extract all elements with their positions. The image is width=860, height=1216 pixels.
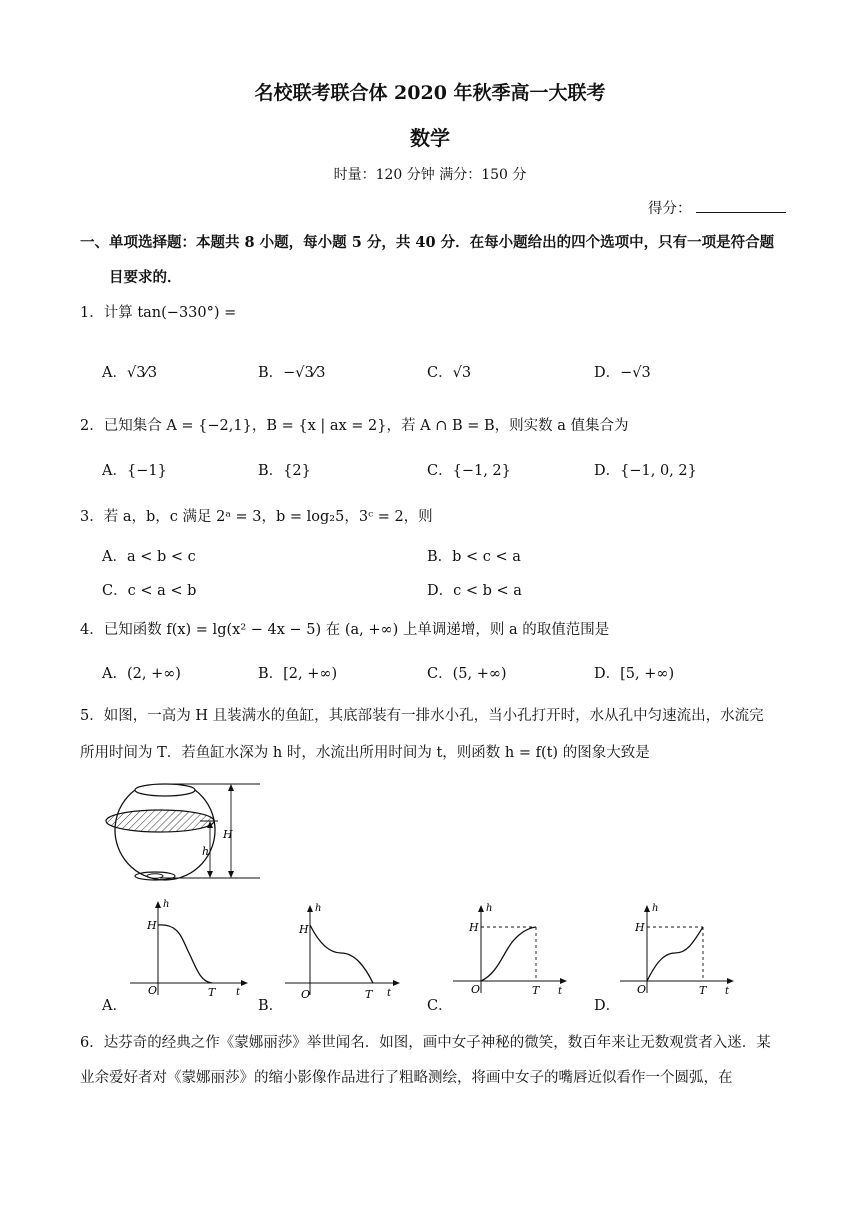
q1-option-d: D．−√3 [594, 365, 651, 381]
q4-option-c: C．(5, +∞) [427, 666, 507, 682]
axis-H-label: H [469, 921, 479, 934]
axis-t-label: t [236, 987, 241, 998]
q2-stem: 2．已知集合 A = {−2,1}，B = {x | ax = 2}，若 A ∩ B = B，则实数 a 值集合为 [80, 418, 629, 434]
axis-T-label: T [208, 986, 216, 999]
axis-t-label: t [725, 986, 730, 997]
q3-stem: 3．若 a，b，c 满足 2ᵃ = 3，b = log₂5，3ᶜ = 2，则 [80, 509, 433, 525]
graph-b [277, 895, 407, 1010]
q2-option-b: B．{2} [258, 463, 311, 479]
graph-a [120, 895, 250, 1005]
axis-t-label: t [387, 988, 392, 999]
q4-stem: 4．已知函数 f(x) = lg(x² − 4x − 5) 在 (a, +∞) 上单调递增，则 a 的取值范围是 [80, 622, 610, 638]
exam-title: 名校联考联合体 2020 年秋季高一大联考 [254, 82, 606, 104]
q1-stem: 1．计算 tan(−330°) = [80, 305, 237, 321]
tank-top-opening [135, 784, 195, 796]
origin-label: O [471, 983, 481, 996]
curve-b [310, 925, 373, 983]
q5-option-d: D． [594, 998, 621, 1014]
q4-option-d: D．[5, +∞) [594, 666, 675, 682]
axis-H-label: H [299, 923, 309, 936]
axis-h-label: h [652, 903, 659, 914]
section-heading-line1: 一、单项选择题：本题共 8 小题，每小题 5 分，共 40 分．在每小题给出的四个选项中，只有一项是符合题 [80, 234, 775, 251]
q3-option-d: D．c < b < a [427, 583, 522, 599]
axis-t-label: t [558, 986, 563, 997]
q4-option-a: A．(2, +∞) [102, 666, 181, 682]
q5-option-c: C． [427, 998, 453, 1014]
q3-option-a: A．a < b < c [102, 549, 196, 565]
q3-option-b: B．b < c < a [427, 549, 521, 565]
axis-T-label: T [532, 984, 540, 997]
q1-option-a: A．√3⁄3 [102, 365, 158, 381]
tank-body [115, 790, 215, 880]
score-line [648, 198, 786, 219]
q5-option-b: B． [258, 998, 284, 1014]
q1-option-c: C．√3 [427, 365, 472, 381]
section-heading-line2: 目要求的． [109, 269, 182, 286]
q2-option-d: D．{−1, 0, 2} [594, 463, 697, 479]
score-blank [696, 198, 786, 213]
curve-c [481, 927, 536, 981]
origin-label: O [637, 983, 647, 996]
q2-option-a: A．{−1} [102, 463, 167, 479]
q5-line2: 所用时间为 T．若鱼缸水深为 h 时，水流出所用时间为 t，则函数 h = f(t) 的图象大致是 [80, 745, 650, 761]
graph-c [448, 893, 578, 1008]
q6-line2: 业余爱好者对《蒙娜丽莎》的缩小影像作品进行了粗略测绘，将画中女子的嘴唇近似看作一个圆弧，在 [80, 1070, 733, 1086]
drain-hole [147, 874, 163, 878]
q5-option-a: A． [102, 998, 127, 1014]
axis-T-label: T [365, 988, 373, 1001]
q2-option-c: C．{−1, 2} [427, 463, 511, 479]
fish-tank-figure [100, 780, 260, 890]
axis-h-label: h [163, 899, 170, 910]
curve-a [158, 925, 212, 983]
axis-h-label: h [315, 903, 322, 914]
fig-h-label: h [202, 845, 210, 858]
q6-line1: 6．达芬奇的经典之作《蒙娜丽莎》举世闻名．如图，画中女子神秘的微笑，数百年来让无数观赏者入迷．某 [80, 1035, 771, 1051]
origin-label: O [148, 984, 158, 997]
q5-line1: 5．如图，一高为 H 且装满水的鱼缸，其底部装有一排水小孔，当小孔打开时，水从孔中匀速流出，水流完 [80, 708, 764, 724]
axis-T-label: T [699, 984, 707, 997]
axis-H-label: H [147, 919, 157, 932]
graph-d [615, 893, 745, 1008]
q4-option-b: B．[2, +∞) [258, 666, 338, 682]
water-surface [106, 810, 214, 832]
q3-option-c: C．c < a < b [102, 583, 197, 599]
origin-label: O [301, 988, 311, 1001]
score-label: 得分： [648, 201, 692, 217]
curve-d [647, 927, 703, 981]
axis-h-label: h [486, 903, 493, 914]
fig-H-label: H [223, 828, 233, 841]
q1-option-b: B．−√3⁄3 [258, 365, 326, 381]
axis-H-label: H [635, 921, 645, 934]
exam-info: 时量：120 分钟 满分：150 分 [333, 167, 527, 183]
subject-title: 数学 [410, 126, 450, 150]
